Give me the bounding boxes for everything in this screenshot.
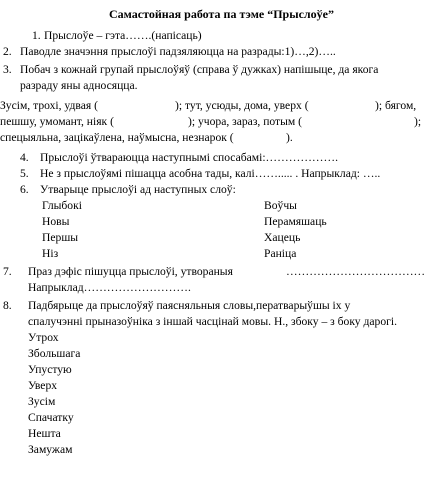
q6-left-word: Новы — [42, 215, 70, 228]
q3-number: 3. — [3, 63, 12, 76]
q2-text: Паводле значэння прыслоўі падзяляюцца на разрады:1)…,2)….. — [20, 45, 336, 58]
q1-number: 1. — [32, 29, 41, 42]
q7-number: 7. — [3, 265, 12, 278]
page-title: Самастойная работа па тэме “Прыслоўе” — [109, 7, 334, 21]
q6-right-word: Воўчы — [264, 199, 297, 212]
q2-number: 2. — [3, 45, 12, 58]
q6-left-word: Глыбокі — [42, 199, 82, 212]
q6-number: 6. — [20, 183, 29, 196]
q7-line-2: Напрыклад………………………. — [28, 281, 191, 294]
q7-line-1a: Праз дэфіс пішуцца прыслоўі, утвораныя — [28, 265, 233, 278]
words-line-1c: ); бягом, — [375, 99, 417, 112]
q6-text: Утварыце прыслоўі ад наступных слоў: — [40, 183, 236, 196]
q7-line-1b: ……………………………… — [286, 265, 426, 278]
q6-right-word: Хацець — [264, 231, 301, 244]
q8-word: Уверх — [28, 379, 58, 392]
q8-line-2: спалучэнні прыназоўніка з іншай часцінай мовы. Н., збоку – з боку дарогі. — [28, 315, 398, 328]
q4-number: 4. — [20, 151, 29, 164]
words-line-3b: ). — [286, 131, 293, 144]
q4-text: Прыслоўі ўтвараюцца наступнымі спосабамі:………………. — [40, 151, 339, 164]
q6-right-word: Раніца — [264, 247, 297, 260]
words-line-2c: ); — [414, 115, 422, 128]
q8-word: Нешта — [28, 427, 61, 440]
q8-word: Збольшага — [28, 347, 81, 360]
q8-word: Замужам — [28, 443, 73, 456]
words-line-3a: спецыяльна, зацікаўлена, наўмысна, незнарок ( — [0, 131, 234, 144]
q1-text: Прыслоўе – гэта…….(напісаць) — [44, 29, 202, 42]
q8-number: 8. — [3, 299, 12, 312]
words-line-2a: пешшу, умомант, ніяк ( — [0, 115, 114, 128]
q8-word: Упустую — [28, 363, 72, 376]
q3-line-1: Побач з кожнай групай прыслоўяў (справа ў дужках) напішыце, да якога — [20, 63, 379, 76]
q8-line-1: Падбярыце да прыслоўяў паясняльныя словы,ператварыўшы іх у — [28, 299, 351, 312]
q5-number: 5. — [20, 167, 29, 180]
words-line-2b: ); учора, зараз, потым ( — [188, 115, 302, 128]
q5-text: Не з прыслоўямі пішацца асобна тады, калі……..... . Напрыклад: ….. — [40, 167, 381, 180]
words-line-1b: ); тут, усюды, дома, уверх ( — [175, 99, 309, 112]
q6-left-word: Ніз — [42, 247, 59, 260]
words-line-1a: Зусім, трохі, удвая ( — [0, 99, 98, 112]
q6-left-word: Першы — [42, 231, 79, 244]
q8-word: Спачатку — [28, 411, 74, 424]
q3-line-2: разраду яны адносяцца. — [20, 79, 138, 92]
q8-word: Утрох — [28, 331, 59, 344]
q6-right-word: Перамяшаць — [264, 215, 327, 228]
q8-word: Зусім — [28, 395, 56, 408]
